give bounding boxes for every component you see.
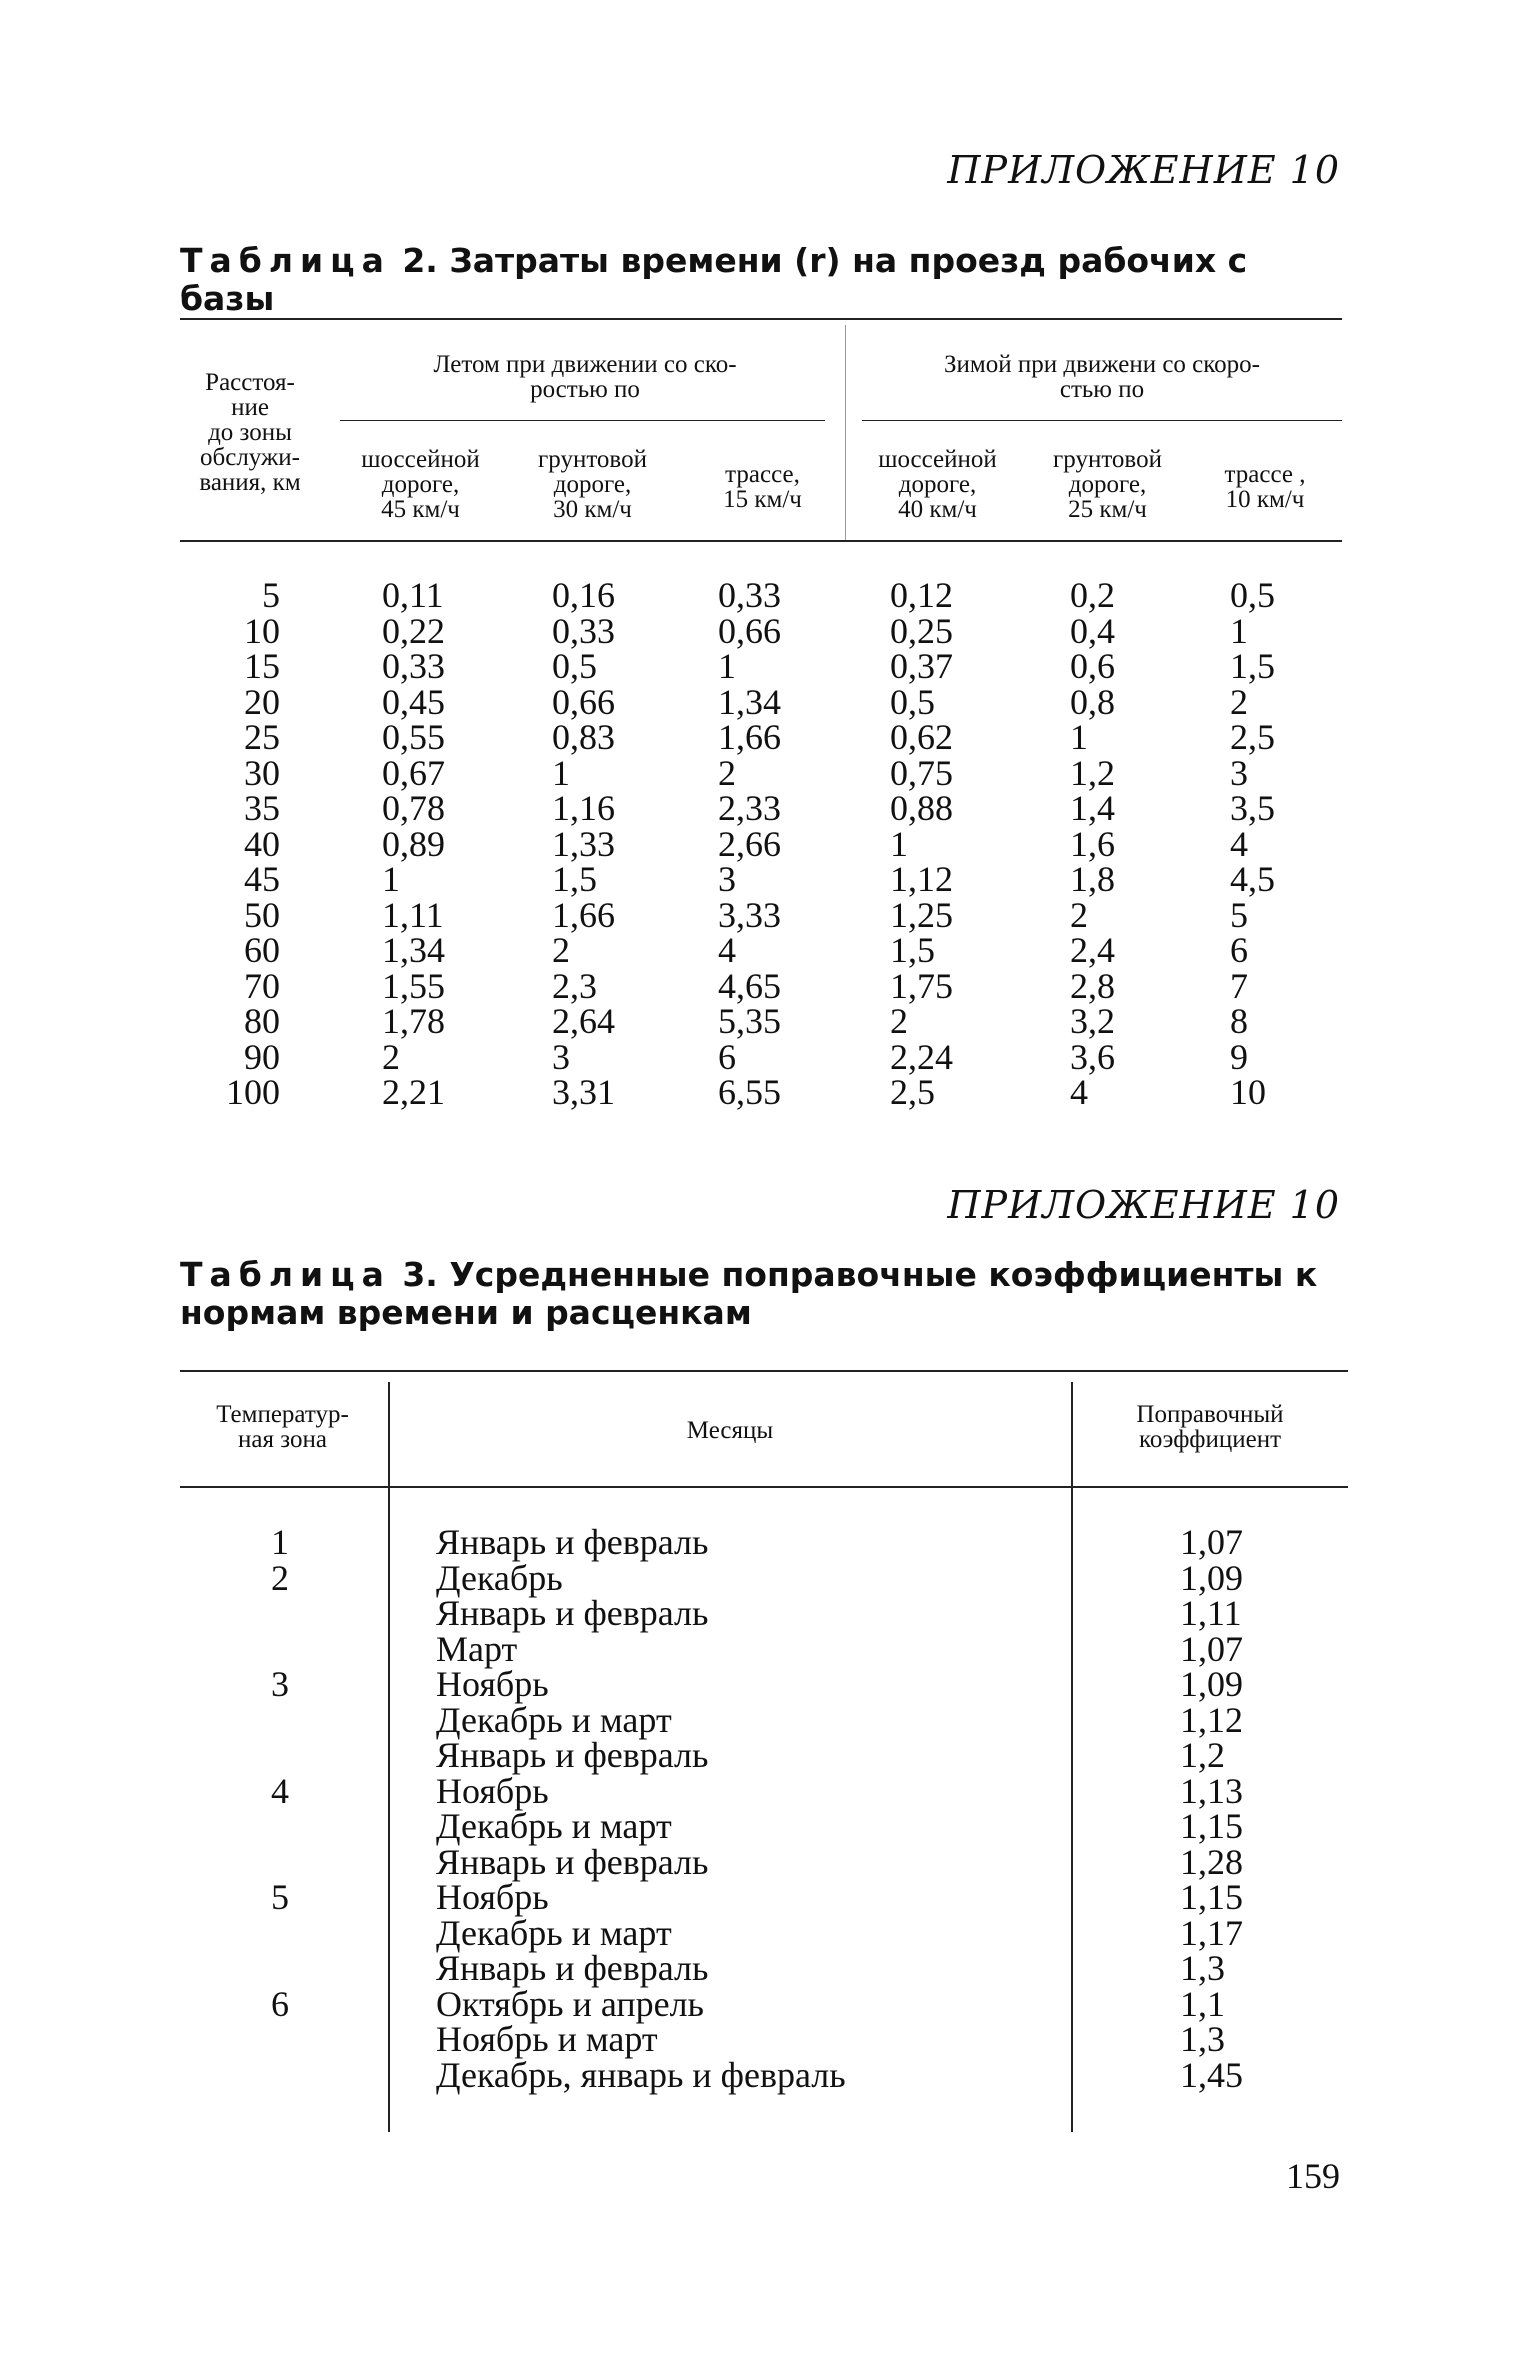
table2-col-summer-highway-cell: 0,55 bbox=[382, 717, 445, 757]
table2-col-winter-track-cell: 0,5 bbox=[1230, 575, 1275, 615]
table2-col-winter-dirt bbox=[1070, 575, 1115, 1112]
table2-group-divider bbox=[845, 325, 846, 540]
table3-col-zone-cell bbox=[250, 1845, 310, 1881]
table2-col-winter-dirt-cell: 2 bbox=[1070, 894, 1088, 935]
table2-col-summer-track bbox=[718, 575, 781, 1112]
table2-col-summer-highway-cell: 2 bbox=[382, 1036, 400, 1077]
table3-col-zone-cell bbox=[250, 2058, 310, 2094]
table2-col-winter-track-cell: 8 bbox=[1230, 1001, 1248, 1041]
table3-col-zone-cell bbox=[250, 2022, 310, 2058]
table2-header-summer-dirt: грунтовой дороге, 30 км/ч bbox=[538, 446, 647, 523]
table3-col-coef-cell: 1,3 bbox=[1180, 1948, 1225, 1988]
table2-col-winter-track-cell: 1 bbox=[1230, 610, 1248, 651]
table2-header-winter: Зимой при движени со скоро- стью по bbox=[944, 351, 1260, 403]
table3-col-coef-cell: 1,17 bbox=[1180, 1912, 1243, 1953]
table3-header-months: Месяцы bbox=[686, 1417, 774, 1444]
table2-col-summer-track-cell: 4,65 bbox=[718, 965, 781, 1006]
table2-col-summer-highway-cell: 1,11 bbox=[382, 894, 444, 935]
table3-col-months-cell: Декабрь bbox=[436, 1557, 563, 1598]
table3-col-months-cell: Ноябрь bbox=[436, 1877, 549, 1917]
table2-col-summer-dirt-cell: 3 bbox=[552, 1036, 570, 1077]
table3-col-zone-cell bbox=[250, 1596, 310, 1632]
table2-col-summer-highway-cell: 0,33 bbox=[382, 646, 445, 686]
table2-col-summer-track-cell: 2,33 bbox=[718, 788, 781, 828]
table3-col-zone-cell: 4 bbox=[271, 1770, 289, 1811]
table2-caption-text: 2. Затраты времени (r) на проезд рабочих с базы bbox=[180, 241, 1248, 318]
table2-col-summer-dirt bbox=[552, 575, 615, 1112]
table2-col-winter-highway-cell: 2,24 bbox=[890, 1036, 953, 1077]
table2-header-rule bbox=[180, 540, 1342, 542]
table3-col-coef-cell: 1,09 bbox=[1180, 1557, 1243, 1598]
table3-col-zone-cell: 1 bbox=[271, 1522, 289, 1562]
table2-col-winter-track-cell: 9 bbox=[1230, 1036, 1248, 1077]
table2-col-winter-highway-cell: 0,75 bbox=[890, 752, 953, 793]
table3-col-zone-cell bbox=[250, 1632, 310, 1668]
table2-col-distance-cell: 25 bbox=[244, 717, 280, 757]
table2-col-distance-cell: 15 bbox=[244, 646, 280, 686]
table2-col-winter-dirt-cell: 1,2 bbox=[1070, 752, 1115, 793]
table2-col-summer-dirt-cell: 2 bbox=[552, 930, 570, 970]
table2-col-winter-highway-cell: 1,5 bbox=[890, 930, 935, 970]
table2-col-distance-cell: 80 bbox=[244, 1001, 280, 1041]
table2-col-summer-track-cell: 2 bbox=[718, 752, 736, 793]
table2-col-winter-highway-cell: 2,5 bbox=[890, 1072, 935, 1112]
table2-col-winter-highway-cell: 0,37 bbox=[890, 646, 953, 686]
table2-col-winter-dirt-cell: 4 bbox=[1070, 1072, 1088, 1112]
table2-col-summer-dirt-cell: 3,31 bbox=[552, 1072, 615, 1112]
table2-col-winter-highway-cell: 0,62 bbox=[890, 717, 953, 757]
table2-top-rule bbox=[180, 318, 1342, 320]
table2-col-summer-track-cell: 3,33 bbox=[718, 894, 781, 935]
table2-col-winter-dirt-cell: 2,4 bbox=[1070, 930, 1115, 970]
table2-col-distance-cell: 5 bbox=[262, 575, 280, 615]
table2-col-winter-track-cell: 5 bbox=[1230, 894, 1248, 935]
table3-caption bbox=[180, 1256, 1345, 1332]
table2-col-summer-highway-cell: 0,78 bbox=[382, 788, 445, 828]
table2-col-distance-cell: 20 bbox=[244, 681, 280, 722]
table2-col-distance-cell: 10 bbox=[244, 610, 280, 651]
table2-col-winter-dirt-cell: 1 bbox=[1070, 717, 1088, 757]
table3-col-coef bbox=[1180, 1522, 1243, 2095]
table3-col-coef-cell: 1,11 bbox=[1180, 1593, 1242, 1633]
table2-col-winter-track bbox=[1230, 575, 1275, 1112]
table3-col-months-cell: Октябрь и апрель bbox=[436, 1983, 704, 2024]
table2-header-summer: Летом при движении со ско- ростью по bbox=[433, 351, 737, 403]
table2-col-distance-cell: 50 bbox=[244, 894, 280, 935]
table2-col-summer-track-cell: 5,35 bbox=[718, 1001, 781, 1041]
table3-col-coef-cell: 1,12 bbox=[1180, 1699, 1243, 1740]
table3-col-zone-cell: 3 bbox=[271, 1664, 289, 1704]
appendix-label-2: ПРИЛОЖЕНИЕ 10 bbox=[947, 1183, 1340, 1227]
table3-col-months-cell: Январь и февраль bbox=[436, 1948, 709, 1988]
table2-col-distance-cell: 35 bbox=[244, 788, 280, 828]
table2-col-winter-highway bbox=[890, 575, 953, 1112]
table2-col-summer-dirt-cell: 0,83 bbox=[552, 717, 615, 757]
table3-col-zone-cell bbox=[250, 1916, 310, 1952]
table3-col-coef-cell: 1,2 bbox=[1180, 1735, 1225, 1775]
table2-col-summer-dirt-cell: 1 bbox=[552, 752, 570, 793]
table2-col-summer-track-cell: 4 bbox=[718, 930, 736, 970]
table2-col-summer-highway-cell: 1 bbox=[382, 859, 400, 899]
table2-col-summer-track-cell: 1 bbox=[718, 646, 736, 686]
table2-col-summer-highway-cell: 0,89 bbox=[382, 823, 445, 864]
table2-col-winter-highway-cell: 0,88 bbox=[890, 788, 953, 828]
table3-col-coef-cell: 1,07 bbox=[1180, 1628, 1243, 1669]
table2-col-winter-highway-cell: 0,5 bbox=[890, 681, 935, 722]
table2-col-winter-highway-cell: 1 bbox=[890, 823, 908, 864]
table3-col-months-cell: Январь и февраль bbox=[436, 1841, 709, 1882]
table2-col-summer-dirt-cell: 0,33 bbox=[552, 610, 615, 651]
table2-col-summer-highway-cell: 0,67 bbox=[382, 752, 445, 793]
table2-caption-word: Таблица bbox=[180, 241, 391, 280]
table2-col-winter-track-cell: 6 bbox=[1230, 930, 1248, 970]
table3-col-coef-cell: 1,13 bbox=[1180, 1770, 1243, 1811]
table2-col-summer-track-cell: 0,66 bbox=[718, 610, 781, 651]
table2-col-summer-highway-cell: 0,22 bbox=[382, 610, 445, 651]
table2-col-summer-highway-cell: 1,34 bbox=[382, 930, 445, 970]
table2-col-distance-cell: 30 bbox=[244, 752, 280, 793]
table3-col-coef-cell: 1,3 bbox=[1180, 2019, 1225, 2059]
table2-header-distance: Расстоя- ние до зоны обслужи- вания, км bbox=[199, 369, 301, 496]
table2-col-winter-dirt-cell: 2,8 bbox=[1070, 965, 1115, 1006]
table3-col-months-cell: Ноябрь bbox=[436, 1664, 549, 1704]
table2-col-summer-highway-cell: 1,55 bbox=[382, 965, 445, 1006]
table2-col-distance-cell: 100 bbox=[226, 1072, 280, 1112]
table2-header-summer-track: трассе, 15 км/ч bbox=[723, 461, 802, 513]
table2-col-winter-track-cell: 10 bbox=[1230, 1072, 1266, 1112]
table2-caption bbox=[180, 242, 1345, 318]
table2-col-winter-dirt-cell: 3,6 bbox=[1070, 1036, 1115, 1077]
table2-col-winter-track-cell: 2,5 bbox=[1230, 717, 1275, 757]
table2-col-winter-highway-cell: 1,12 bbox=[890, 859, 953, 899]
table3-top-rule bbox=[180, 1370, 1348, 1372]
table2-col-summer-track-cell: 1,34 bbox=[718, 681, 781, 722]
table2-col-summer-dirt-cell: 1,33 bbox=[552, 823, 615, 864]
table2-col-winter-dirt-cell: 1,8 bbox=[1070, 859, 1115, 899]
table2-col-distance bbox=[195, 575, 280, 1112]
table2-col-winter-dirt-cell: 1,6 bbox=[1070, 823, 1115, 864]
table3-col-zone-cell bbox=[250, 1703, 310, 1739]
table2-header-winter-highway: шоссейной дороге, 40 км/ч bbox=[878, 446, 997, 523]
table3-col-coef-cell: 1,1 bbox=[1180, 1983, 1225, 2024]
table3-divider-2 bbox=[1071, 1382, 1073, 2132]
table3-col-zone-cell: 2 bbox=[271, 1557, 289, 1598]
table2-col-winter-track-cell: 3,5 bbox=[1230, 788, 1275, 828]
appendix-label-1: ПРИЛОЖЕНИЕ 10 bbox=[947, 148, 1340, 192]
table2-winter-rule bbox=[862, 420, 1342, 421]
table3-caption-text: 3. Усредненные поправочные коэффициенты к нормам времени и расценкам bbox=[180, 1255, 1318, 1332]
table2-col-summer-track-cell: 2,66 bbox=[718, 823, 781, 864]
table2-col-winter-track-cell: 4 bbox=[1230, 823, 1248, 864]
table2-col-summer-track-cell: 6 bbox=[718, 1036, 736, 1077]
table3-col-months-cell: Январь и февраль bbox=[436, 1522, 709, 1562]
table3-col-months-cell: Декабрь и март bbox=[436, 1912, 672, 1953]
table2-col-winter-dirt-cell: 0,2 bbox=[1070, 575, 1115, 615]
table2-col-summer-highway-cell: 2,21 bbox=[382, 1072, 445, 1112]
table2-header-winter-dirt: грунтовой дороге, 25 км/ч bbox=[1053, 446, 1162, 523]
table2-col-summer-dirt-cell: 1,5 bbox=[552, 859, 597, 899]
table3-col-coef-cell: 1,45 bbox=[1180, 2054, 1243, 2095]
table2-col-winter-dirt-cell: 0,6 bbox=[1070, 646, 1115, 686]
table2-header-summer-highway: шоссейной дороге, 45 км/ч bbox=[361, 446, 480, 523]
table2-col-summer-dirt-cell: 0,16 bbox=[552, 575, 615, 615]
table3-col-months-cell: Ноябрь и март bbox=[436, 2019, 658, 2059]
table3-col-months-cell: Ноябрь bbox=[436, 1770, 549, 1811]
table2-col-winter-dirt-cell: 1,4 bbox=[1070, 788, 1115, 828]
table3-header-coef: Поправочный коэффициент bbox=[1136, 1401, 1284, 1453]
table3-caption-word: Таблица bbox=[180, 1255, 391, 1294]
table3-col-months-cell: Январь и февраль bbox=[436, 1735, 709, 1775]
table2-col-summer-track-cell: 0,33 bbox=[718, 575, 781, 615]
table3-col-months-cell: Декабрь, январь и февраль bbox=[436, 2054, 846, 2095]
table2-col-summer-dirt-cell: 2,64 bbox=[552, 1001, 615, 1041]
table2-col-distance-cell: 90 bbox=[244, 1036, 280, 1077]
table2-col-winter-highway-cell: 0,12 bbox=[890, 575, 953, 615]
table3-col-months-cell: Март bbox=[436, 1628, 518, 1669]
table2-col-summer-track-cell: 3 bbox=[718, 859, 736, 899]
table3-col-zone-cell bbox=[250, 1809, 310, 1845]
table3-header-rule bbox=[180, 1486, 1348, 1488]
table2-header-winter-track: трассе , 10 км/ч bbox=[1224, 461, 1306, 513]
table2-col-winter-track-cell: 1,5 bbox=[1230, 646, 1275, 686]
table3-col-months bbox=[436, 1522, 846, 2095]
table2-col-summer-dirt-cell: 1,66 bbox=[552, 894, 615, 935]
table2-summer-rule bbox=[340, 420, 825, 421]
table3-col-months-cell: Январь и февраль bbox=[436, 1593, 709, 1633]
table3-col-zone-cell bbox=[250, 1738, 310, 1774]
table3-col-months-cell: Декабрь и март bbox=[436, 1699, 672, 1740]
table2-col-summer-highway-cell: 1,78 bbox=[382, 1001, 445, 1041]
table3-col-zone bbox=[250, 1522, 310, 2093]
table2-col-winter-track-cell: 7 bbox=[1230, 965, 1248, 1006]
table2-col-summer-dirt-cell: 2,3 bbox=[552, 965, 597, 1006]
table3-col-coef-cell: 1,09 bbox=[1180, 1664, 1243, 1704]
table2-col-distance-cell: 45 bbox=[244, 859, 280, 899]
table2-col-winter-highway-cell: 1,25 bbox=[890, 894, 953, 935]
table3-col-coef-cell: 1,28 bbox=[1180, 1841, 1243, 1882]
table2-col-distance-cell: 60 bbox=[244, 930, 280, 970]
table3-col-months-cell: Декабрь и март bbox=[436, 1806, 672, 1846]
table3-col-zone-cell: 6 bbox=[271, 1983, 289, 2024]
table2-col-summer-track-cell: 6,55 bbox=[718, 1072, 781, 1112]
table2-col-winter-track-cell: 3 bbox=[1230, 752, 1248, 793]
table2-col-distance-cell: 70 bbox=[244, 965, 280, 1006]
page-number: 159 bbox=[1286, 2156, 1340, 2196]
table3-col-coef-cell: 1,07 bbox=[1180, 1522, 1243, 1562]
table2-col-summer-track-cell: 1,66 bbox=[718, 717, 781, 757]
table2-col-summer-dirt-cell: 1,16 bbox=[552, 788, 615, 828]
table2-col-winter-highway-cell: 2 bbox=[890, 1001, 908, 1041]
table2-col-winter-dirt-cell: 3,2 bbox=[1070, 1001, 1115, 1041]
table2-col-summer-highway bbox=[382, 575, 445, 1112]
table2-col-winter-highway-cell: 1,75 bbox=[890, 965, 953, 1006]
table3-col-zone-cell bbox=[250, 1951, 310, 1987]
table2-col-winter-track-cell: 2 bbox=[1230, 681, 1248, 722]
table3-col-coef-cell: 1,15 bbox=[1180, 1806, 1243, 1846]
table2-col-summer-highway-cell: 0,11 bbox=[382, 575, 444, 615]
table3-col-zone-cell: 5 bbox=[271, 1877, 289, 1917]
table2-col-winter-highway-cell: 0,25 bbox=[890, 610, 953, 651]
table2-col-summer-dirt-cell: 0,5 bbox=[552, 646, 597, 686]
table3-col-coef-cell: 1,15 bbox=[1180, 1877, 1243, 1917]
table2-col-winter-dirt-cell: 0,8 bbox=[1070, 681, 1115, 722]
table2-col-summer-dirt-cell: 0,66 bbox=[552, 681, 615, 722]
table2-col-winter-dirt-cell: 0,4 bbox=[1070, 610, 1115, 651]
table2-col-distance-cell: 40 bbox=[244, 823, 280, 864]
table3-divider-1 bbox=[388, 1382, 390, 2132]
table2-col-winter-track-cell: 4,5 bbox=[1230, 859, 1275, 899]
table2-col-summer-highway-cell: 0,45 bbox=[382, 681, 445, 722]
table3-header-zone: Температур- ная зона bbox=[216, 1401, 349, 1453]
